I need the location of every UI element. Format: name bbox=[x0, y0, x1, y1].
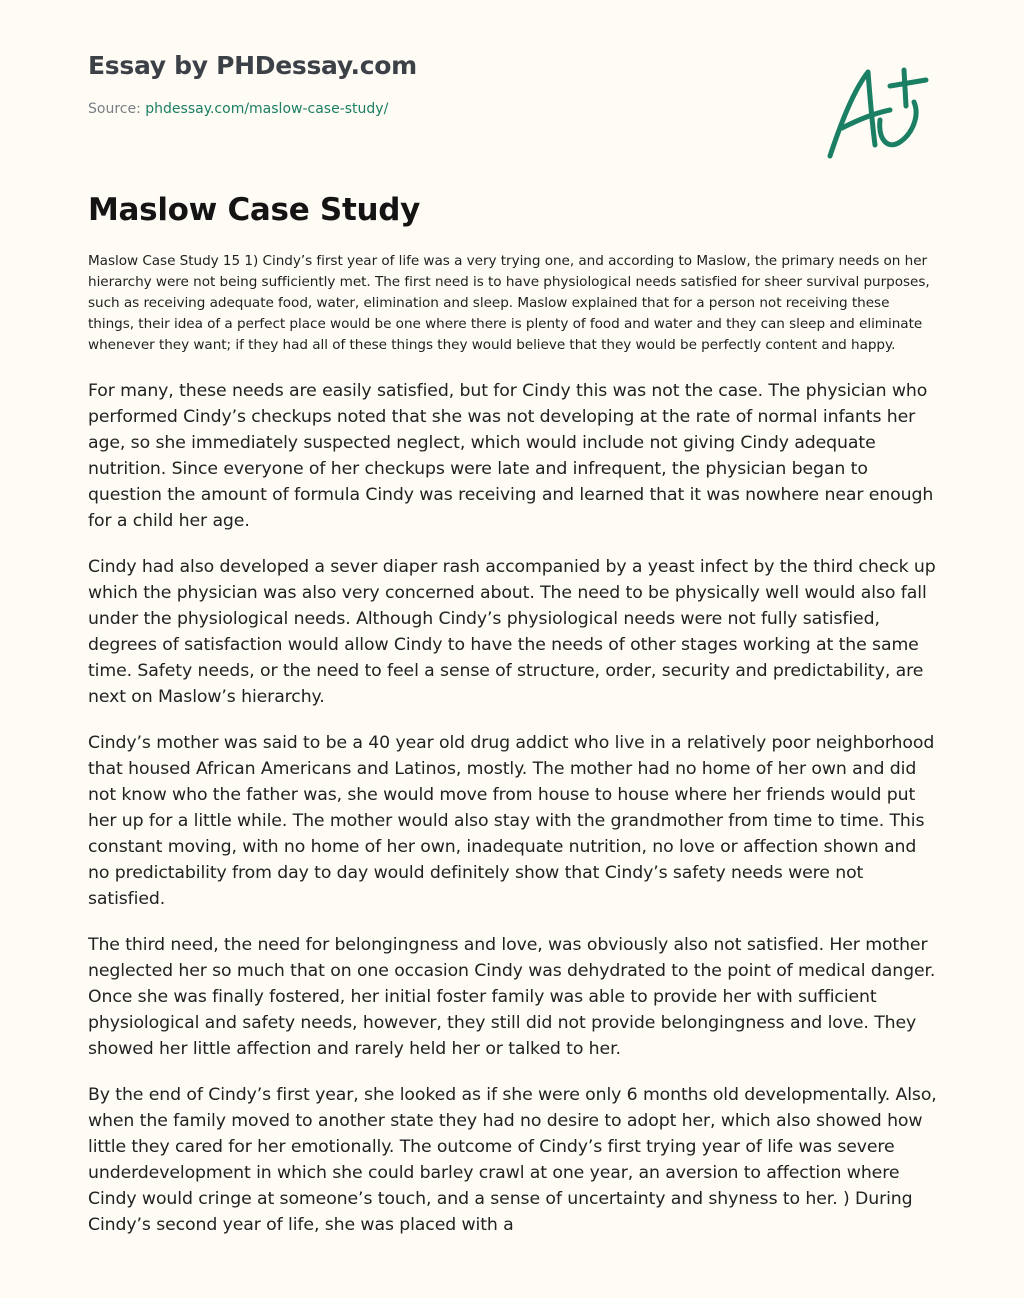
essay-paragraph: The third need, the need for belongingness and love, was obviously also not satisfied. Her mother neglected her so much that on one occasion Cindy was dehydrated to the point of medical danger. Once she was finally fostered, her initial foster family was able to provide her with sufficient physiological and safety needs, however, they still did not provide belongingness and love. They showed her little affection and rarely held her or talked to her. bbox=[88, 935, 936, 1059]
essay-body bbox=[88, 251, 938, 1249]
a-plus-grade-icon bbox=[820, 60, 935, 165]
site-title: Essay by PHDessay.com bbox=[88, 51, 417, 80]
essay-paragraph: By the end of Cindy’s first year, she looked as if she were only 6 months old developmentally. Also, when the family moved to another state they had no desire to adopt her, which also showed how little they cared for her emotionally. The outcome of Cindy’s first trying year of life was severe underdevelopment in which she could barley crawl at one year, an aversion to affection where Cindy would cringe at someone’s touch, and a sense of uncertainty and shyness to her. ) During Cindy’s second year of life, she was placed with a bbox=[88, 1085, 937, 1235]
site-header bbox=[88, 46, 688, 119]
source-line bbox=[88, 99, 688, 119]
essay-paragraph: Cindy’s mother was said to be a 40 year old drug addict who live in a relatively poor neighborhood that housed African Americans and Latinos, mostly. The mother had no home of her own and did not know who the father was, she would move from house to house where her friends would put her up for a little while. The mother would also stay with the grandmother from time to time. This constant moving, with no home of her own, inadequate nutrition, no love or affection shown and no predictability from day to day would definitely show that Cindy’s safety needs were not satisfied. bbox=[88, 733, 935, 909]
essay-paragraph: For many, these needs are easily satisfied, but for Cindy this was not the case. The physician who performed Cindy’s checkups noted that she was not developing at the rate of normal infants her age, so she immediately suspected neglect, which would include not giving Cindy adequate nutrition. Since everyone of her checkups were late and infrequent, the physician began to question the amount of formula Cindy was receiving and learned that it was nowhere near enough for a child her age. bbox=[88, 381, 934, 531]
source-label: Source: bbox=[88, 101, 141, 117]
source-link[interactable]: phdessay.com/maslow-case-study/ bbox=[145, 101, 389, 117]
page-title: Maslow Case Study bbox=[88, 192, 421, 228]
intro-paragraph: Maslow Case Study 15 1) Cindy’s first year of life was a very trying one, and according to Maslow, the primary needs on her hierarchy were not being sufficiently met. The first need is to have physiological needs satisfied for sheer survival purposes, such as receiving adequate food, water, elimination and sleep. Maslow explained that for a person not receiving these things, their idea of a perfect place would be one where there is plenty of food and water and they can sleep and eliminate whenever they want; if they had all of these things they would believe that they would be perfectly content and happy. bbox=[88, 253, 930, 353]
essay-paragraph: Cindy had also developed a sever diaper rash accompanied by a yeast infect by the third check up which the physician was also very concerned about. The need to be physically well would also fall under the physiological needs. Although Cindy’s physiological needs were not fully satisfied, degrees of satisfaction would allow Cindy to have the needs of other stages working at the same time. Safety needs, or the need to feel a sense of structure, order, security and predictability, are next on Maslow’s hierarchy. bbox=[88, 557, 936, 707]
